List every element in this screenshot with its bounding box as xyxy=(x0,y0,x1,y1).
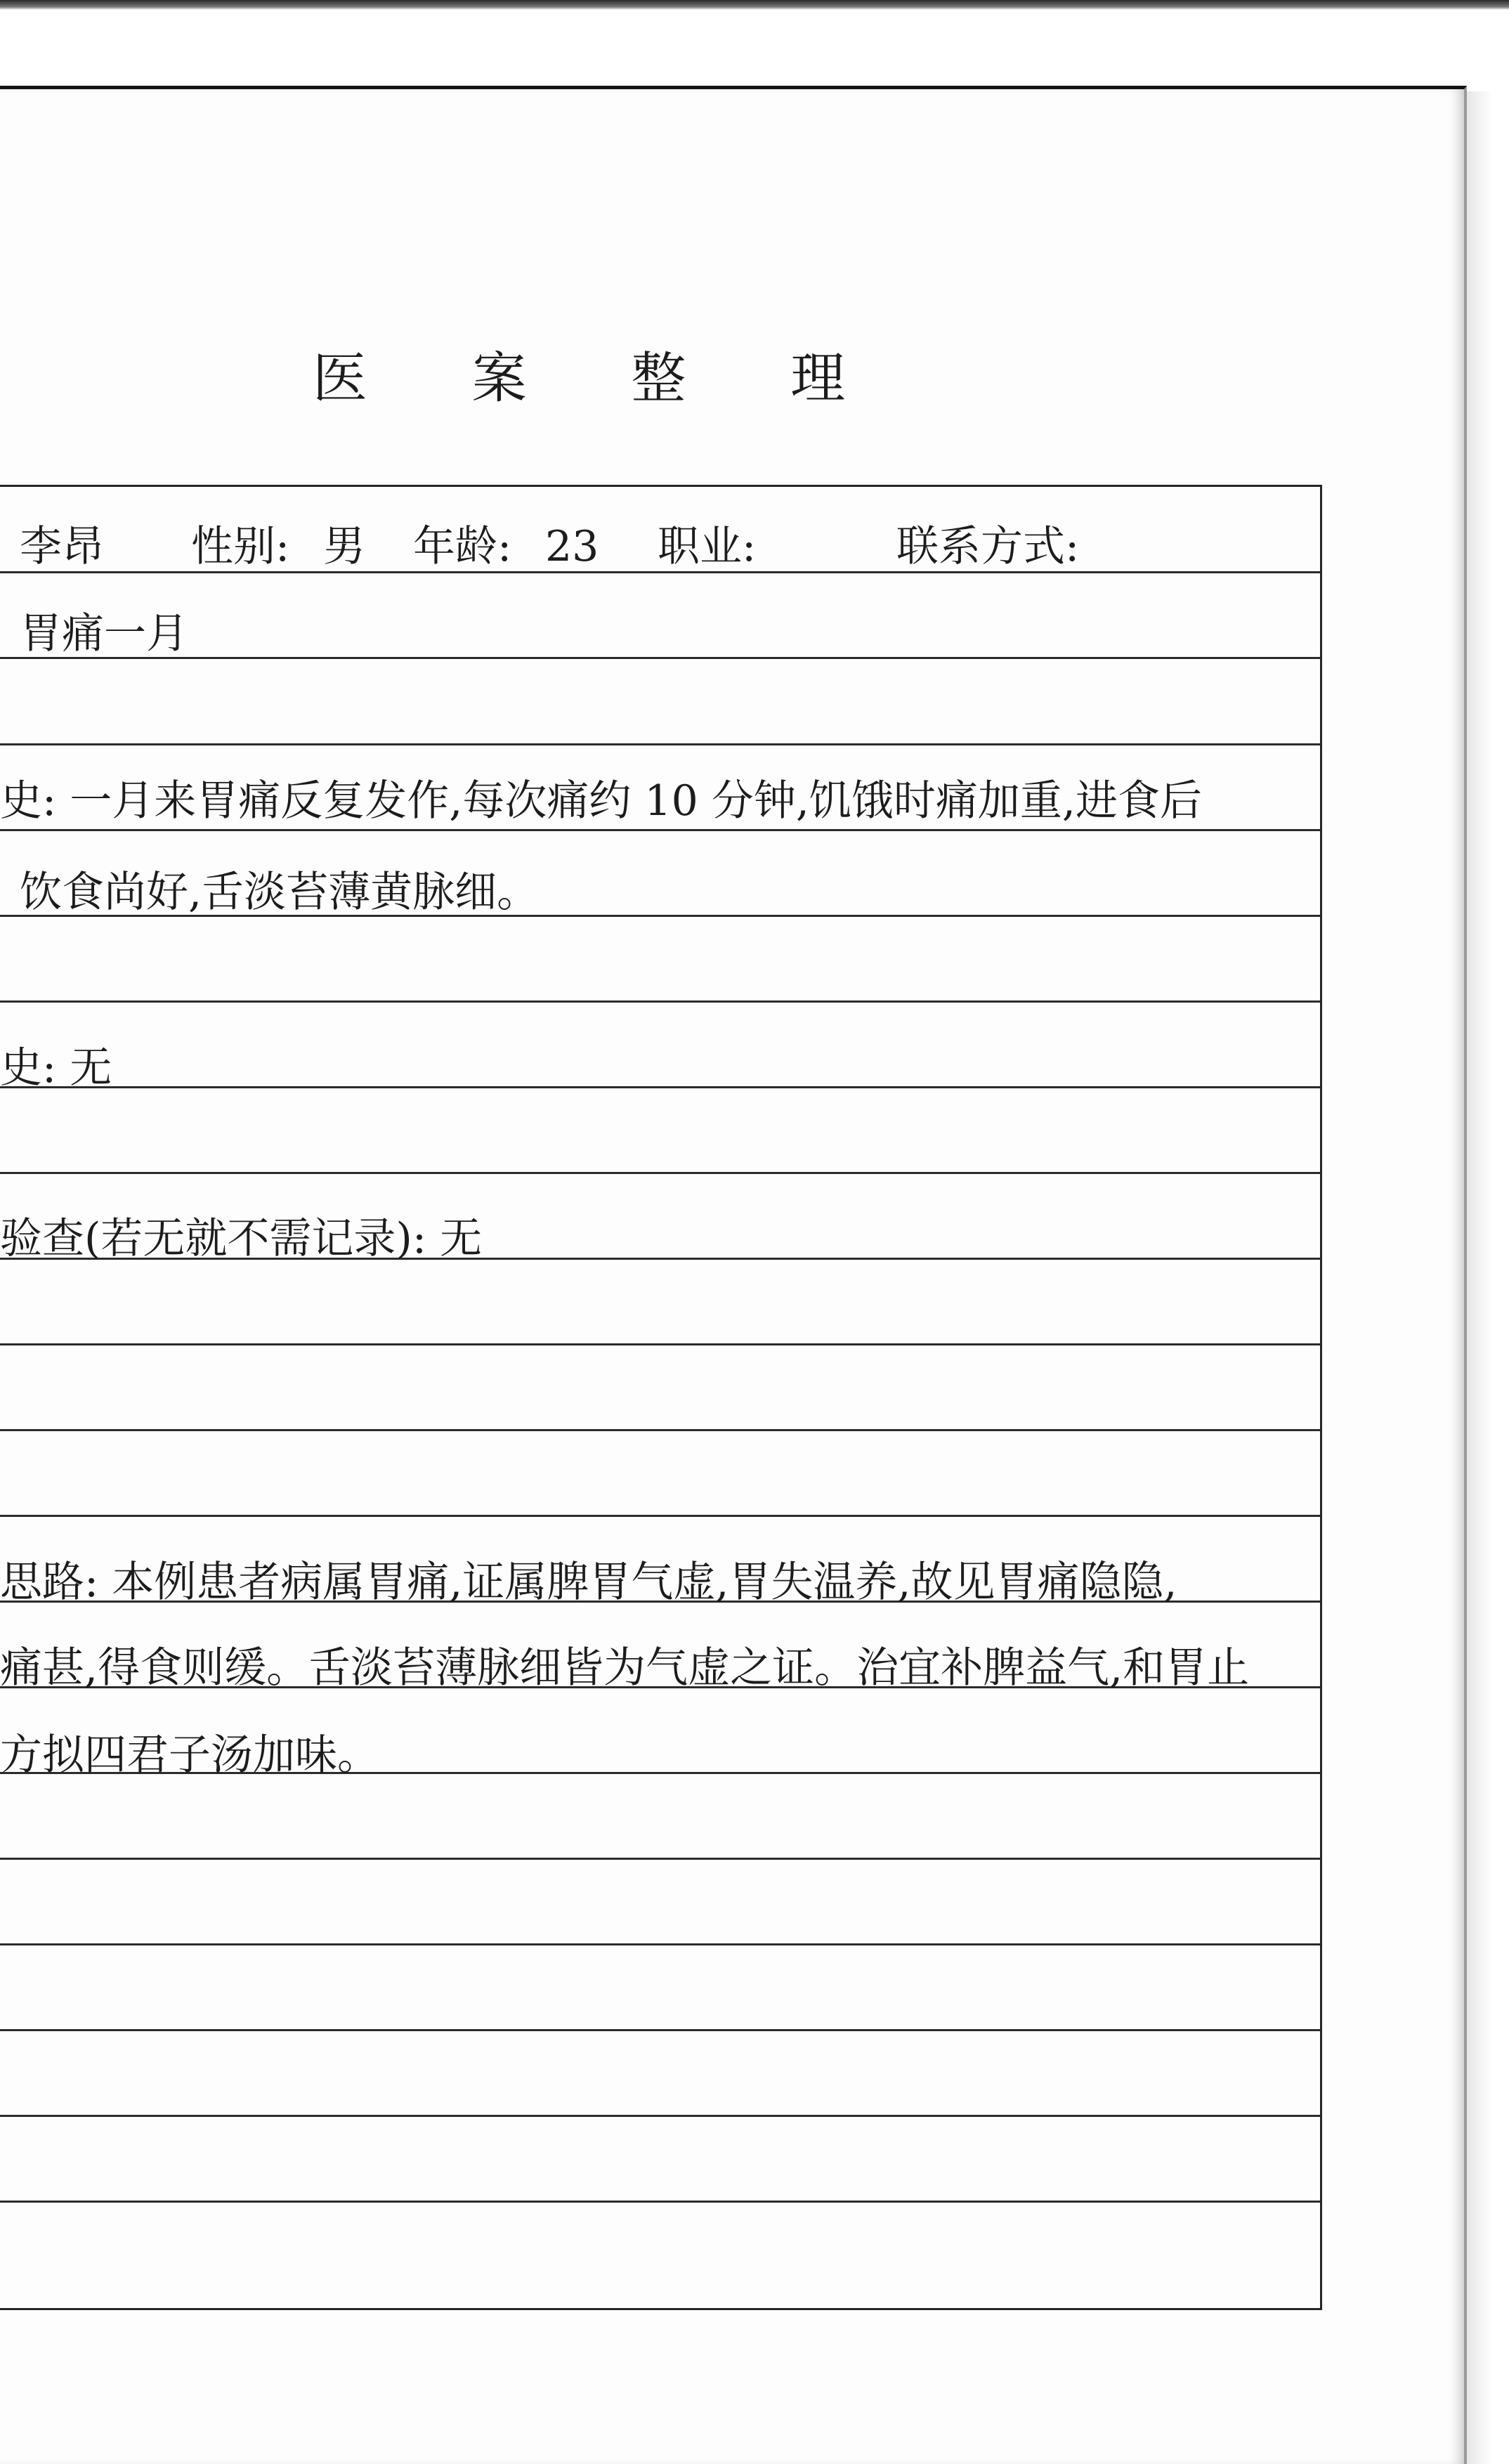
analysis-line-3: 方拟四君子汤加味。 xyxy=(0,1730,379,1780)
form-rule xyxy=(0,1515,1320,1517)
form-rule xyxy=(0,1086,1320,1088)
age-label: 年龄: xyxy=(413,522,512,571)
gender-label: 性别: xyxy=(191,522,290,571)
form-rule xyxy=(0,1172,1320,1174)
patient-name: 李昂 xyxy=(20,522,104,571)
form-rule xyxy=(0,743,1320,745)
patient-info-line xyxy=(20,519,1079,575)
present-illness-line-1: 史: 一月来胃痛反复发作,每次痛约 10 分钟,饥饿时痛加重,进食后 xyxy=(0,776,1202,826)
paper-edge xyxy=(1467,91,1509,2464)
form-rule xyxy=(0,657,1320,659)
contact-label: 联系方式: xyxy=(896,522,1080,571)
gender-value: 男 xyxy=(323,522,365,571)
examination: 验查(若无就不需记录): 无 xyxy=(0,1214,483,1263)
analysis-line-2: 痛甚,得食则缓。舌淡苔薄脉细皆为气虚之证。治宜补脾益气,和胃止 xyxy=(0,1643,1250,1693)
age-value: 23 xyxy=(545,522,599,571)
occupation-label: 职业: xyxy=(658,522,757,571)
form-rule xyxy=(0,1858,1320,1860)
form-rule xyxy=(0,1943,1320,1945)
form-rule xyxy=(0,1429,1320,1431)
present-illness-line-2: 饮食尚好,舌淡苔薄黄脉细。 xyxy=(20,868,540,917)
document-title: 医 案 整 理 xyxy=(312,347,889,410)
form-rule xyxy=(0,2115,1320,2117)
scan-top-border xyxy=(0,0,1509,10)
form-rule xyxy=(0,1343,1320,1345)
form-rule xyxy=(0,2029,1320,2031)
form-rule xyxy=(0,2201,1320,2203)
past-history: 史: 无 xyxy=(0,1043,112,1093)
form-rule xyxy=(0,829,1320,831)
analysis-line-1: 思路: 本例患者病属胃痛,证属脾胃气虚,胃失温养,故见胃痛隐隐, xyxy=(0,1558,1177,1607)
chief-complaint: 胃痛一月 xyxy=(20,609,188,658)
case-record-form xyxy=(0,485,1322,2310)
form-rule xyxy=(0,1000,1320,1003)
